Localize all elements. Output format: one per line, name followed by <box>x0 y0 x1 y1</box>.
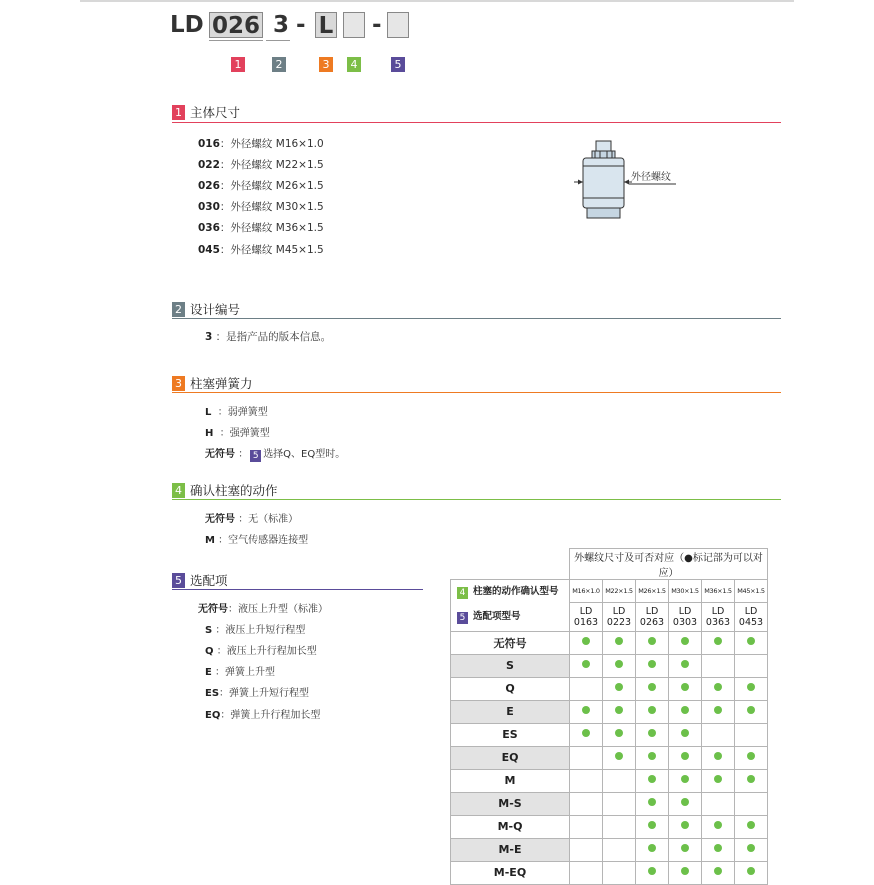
available-dot-icon <box>582 729 590 737</box>
pn-badge-2: 2 <box>272 57 286 72</box>
table-cell <box>603 700 636 723</box>
table-cell <box>603 792 636 815</box>
available-dot-icon <box>582 637 590 645</box>
table-cell <box>735 815 768 838</box>
s3-option-badge: 5 <box>250 450 261 462</box>
thread-header: M45×1.5 <box>735 580 768 603</box>
section-4-rule <box>172 499 781 500</box>
available-dot-icon <box>681 683 689 691</box>
table-cell <box>570 838 603 861</box>
s1-item: 016：外径螺纹 M16×1.0 <box>198 138 324 150</box>
available-dot-icon <box>648 844 656 852</box>
table-cell <box>735 769 768 792</box>
table-title: 外螺纹尺寸及可否对应（●标记部为可以对应） <box>570 549 768 580</box>
table-cell <box>669 861 702 884</box>
available-dot-icon <box>615 729 623 737</box>
table-cell <box>636 792 669 815</box>
table-cell <box>603 861 636 884</box>
pn-prefix: LD <box>170 12 204 38</box>
pn-badge-5: 5 <box>391 57 405 72</box>
available-dot-icon <box>582 706 590 714</box>
available-dot-icon <box>648 729 656 737</box>
available-dot-icon <box>681 844 689 852</box>
section-1-rule <box>172 122 781 123</box>
section-3-rule <box>172 392 781 393</box>
table-row <box>451 677 768 700</box>
available-dot-icon <box>714 637 722 645</box>
available-dot-icon <box>681 798 689 806</box>
s1-item: 045：外径螺纹 M45×1.5 <box>198 244 324 256</box>
available-dot-icon <box>714 844 722 852</box>
available-dot-icon <box>747 637 755 645</box>
table-row <box>451 700 768 723</box>
available-dot-icon <box>681 775 689 783</box>
table-row-header-option: 5 选配项型号 <box>451 602 570 631</box>
pn-dash-1: - <box>296 12 306 38</box>
table-cell <box>735 631 768 654</box>
available-dot-icon <box>615 683 623 691</box>
thread-header: M22×1.5 <box>603 580 636 603</box>
table-cell <box>603 769 636 792</box>
table-row-label: 无符号 <box>451 631 570 654</box>
table-cell <box>570 654 603 677</box>
table-row-header-action: 4 柱塞的动作确认型号 <box>451 580 570 603</box>
s5-item: Q ：液压上升行程加长型 <box>205 646 317 657</box>
table-cell <box>702 631 735 654</box>
pn-dash-2: - <box>372 12 382 38</box>
section-2-rule <box>172 318 781 319</box>
available-dot-icon <box>714 683 722 691</box>
s5-item: S ：液压上升短行程型 <box>205 625 306 636</box>
table-cell <box>669 631 702 654</box>
section-5-label: 选配项 <box>190 573 228 588</box>
table-corner <box>451 549 570 580</box>
table-row-label: S <box>451 654 570 677</box>
table-cell <box>636 677 669 700</box>
available-dot-icon <box>681 752 689 760</box>
s1-item: 022：外径螺纹 M22×1.5 <box>198 159 324 171</box>
s2-item: 3 ：是指产品的版本信息。 <box>205 331 332 343</box>
table-cell <box>702 746 735 769</box>
available-dot-icon <box>648 752 656 760</box>
section-2-badge: 2 <box>172 302 185 317</box>
available-dot-icon <box>615 660 623 668</box>
table-cell <box>669 769 702 792</box>
available-dot-icon <box>714 752 722 760</box>
model-header: LD 0163 <box>570 602 603 631</box>
table-cell <box>603 838 636 861</box>
table-row-label: M <box>451 769 570 792</box>
table-cell <box>735 838 768 861</box>
table-row <box>451 654 768 677</box>
table-cell <box>702 861 735 884</box>
diagram-label: 外径螺纹 <box>631 172 671 183</box>
table-cell <box>735 654 768 677</box>
table-row-label: M-Q <box>451 815 570 838</box>
table-cell <box>603 677 636 700</box>
table-row-label: M-EQ <box>451 861 570 884</box>
table-cell <box>636 723 669 746</box>
s1-item: 030：外径螺纹 M30×1.5 <box>198 201 324 213</box>
compatibility-table <box>450 548 768 885</box>
pn-box-action <box>343 12 365 38</box>
table-cell <box>735 677 768 700</box>
table-row-label: E <box>451 700 570 723</box>
pn-box-option <box>387 12 409 38</box>
thread-header: M26×1.5 <box>636 580 669 603</box>
table-cell <box>570 746 603 769</box>
available-dot-icon <box>714 706 722 714</box>
s5-item: ES：弹簧上升短行程型 <box>205 688 310 699</box>
available-dot-icon <box>648 706 656 714</box>
table-row <box>451 792 768 815</box>
model-header: LD 0263 <box>636 602 669 631</box>
table-cell <box>735 746 768 769</box>
table-cell <box>603 815 636 838</box>
available-dot-icon <box>747 752 755 760</box>
table-cell <box>669 792 702 815</box>
table-cell <box>636 861 669 884</box>
thread-header: M30×1.5 <box>669 580 702 603</box>
table-cell <box>702 654 735 677</box>
table-row-label: EQ <box>451 746 570 769</box>
model-header: LD 0453 <box>735 602 768 631</box>
pn-underline-1 <box>209 40 263 41</box>
table-cell <box>570 769 603 792</box>
s3-item: L ：弱弹簧型 <box>205 407 268 418</box>
section-1-badge: 1 <box>172 105 185 120</box>
table-cell <box>636 838 669 861</box>
available-dot-icon <box>648 775 656 783</box>
table-cell <box>735 723 768 746</box>
available-dot-icon <box>747 706 755 714</box>
pn-underline-2 <box>266 40 290 41</box>
s5-item: EQ：弹簧上升行程加长型 <box>205 710 321 721</box>
table-cell <box>669 654 702 677</box>
available-dot-icon <box>681 706 689 714</box>
section-4-badge: 4 <box>172 483 185 498</box>
section-1-label: 主体尺寸 <box>190 105 241 120</box>
table-cell <box>702 723 735 746</box>
table-row <box>451 723 768 746</box>
table-cell <box>735 700 768 723</box>
table-cell <box>636 769 669 792</box>
table-row <box>451 746 768 769</box>
thread-header: M16×1.0 <box>570 580 603 603</box>
table-cell <box>702 792 735 815</box>
table-row <box>451 769 768 792</box>
available-dot-icon <box>747 844 755 852</box>
s5-item: 无符号：液压上升型（标准） <box>198 604 328 615</box>
s4-item: M ：空气传感器连接型 <box>205 535 309 546</box>
table-cell <box>702 677 735 700</box>
pn-badge-4: 4 <box>347 57 361 72</box>
table-cell <box>636 700 669 723</box>
table-cell <box>570 700 603 723</box>
table-row-label: M-E <box>451 838 570 861</box>
s5-item: E ：弹簧上升型 <box>205 667 276 678</box>
table-cell <box>603 723 636 746</box>
available-dot-icon <box>615 706 623 714</box>
pn-design-number: 3 <box>273 12 290 38</box>
table-cell <box>669 677 702 700</box>
table-cell <box>636 746 669 769</box>
table-cell <box>570 723 603 746</box>
available-dot-icon <box>681 637 689 645</box>
section-1-title <box>172 105 240 121</box>
available-dot-icon <box>714 821 722 829</box>
s1-item: 036：外径螺纹 M36×1.5 <box>198 222 324 234</box>
table-row <box>451 861 768 884</box>
section-5-title <box>172 573 228 589</box>
available-dot-icon <box>615 752 623 760</box>
available-dot-icon <box>648 637 656 645</box>
model-header: LD 0303 <box>669 602 702 631</box>
table-cell <box>702 769 735 792</box>
pn-box-spring: L <box>315 12 337 38</box>
section-3-title <box>172 376 253 392</box>
available-dot-icon <box>648 798 656 806</box>
model-header: LD 0223 <box>603 602 636 631</box>
available-dot-icon <box>747 821 755 829</box>
table-cell <box>570 677 603 700</box>
table-row <box>451 631 768 654</box>
table-cell <box>669 838 702 861</box>
table-cell <box>702 700 735 723</box>
available-dot-icon <box>681 729 689 737</box>
thread-header: M36×1.5 <box>702 580 735 603</box>
section-5-rule <box>172 589 423 590</box>
section-4-title <box>172 483 278 499</box>
table-cell <box>669 723 702 746</box>
pn-badge-3: 3 <box>319 57 333 72</box>
available-dot-icon <box>582 660 590 668</box>
table-cell <box>570 792 603 815</box>
table-cell <box>669 700 702 723</box>
table-cell <box>603 631 636 654</box>
table-cell <box>669 746 702 769</box>
available-dot-icon <box>615 637 623 645</box>
table-cell <box>636 654 669 677</box>
available-dot-icon <box>681 821 689 829</box>
s3-item-none: 无符号 ： 5 选择Q、EQ型时。 <box>205 449 346 461</box>
table-cell <box>570 861 603 884</box>
model-header: LD 0363 <box>702 602 735 631</box>
table-cell <box>570 631 603 654</box>
table-row-label: ES <box>451 723 570 746</box>
table-cell <box>702 838 735 861</box>
table-row <box>451 838 768 861</box>
available-dot-icon <box>648 821 656 829</box>
pn-box-size: 026 <box>209 12 263 38</box>
table-cell <box>702 815 735 838</box>
available-dot-icon <box>714 775 722 783</box>
available-dot-icon <box>747 683 755 691</box>
pn-badge-1: 1 <box>231 57 245 72</box>
s1-item: 026：外径螺纹 M26×1.5 <box>198 180 324 192</box>
available-dot-icon <box>648 660 656 668</box>
available-dot-icon <box>747 775 755 783</box>
section-3-label: 柱塞弹簧力 <box>190 376 253 391</box>
table-cell <box>636 815 669 838</box>
table-cell <box>636 631 669 654</box>
table-row-label: Q <box>451 677 570 700</box>
section-5-badge: 5 <box>172 573 185 588</box>
table-cell <box>603 746 636 769</box>
table-cell <box>735 792 768 815</box>
table-cell <box>669 815 702 838</box>
table-cell <box>603 654 636 677</box>
table-row <box>451 815 768 838</box>
table-cell <box>735 861 768 884</box>
section-3-badge: 3 <box>172 376 185 391</box>
section-2-title <box>172 302 240 318</box>
section-4-label: 确认柱塞的动作 <box>190 483 278 498</box>
s4-item: 无符号 ：无（标准） <box>205 514 299 525</box>
top-rule <box>80 0 794 2</box>
s3-item: H ：强弹簧型 <box>205 428 270 439</box>
available-dot-icon <box>648 683 656 691</box>
table-row-label: M-S <box>451 792 570 815</box>
section-2-label: 设计编号 <box>190 302 241 317</box>
table-cell <box>570 815 603 838</box>
available-dot-icon <box>681 660 689 668</box>
